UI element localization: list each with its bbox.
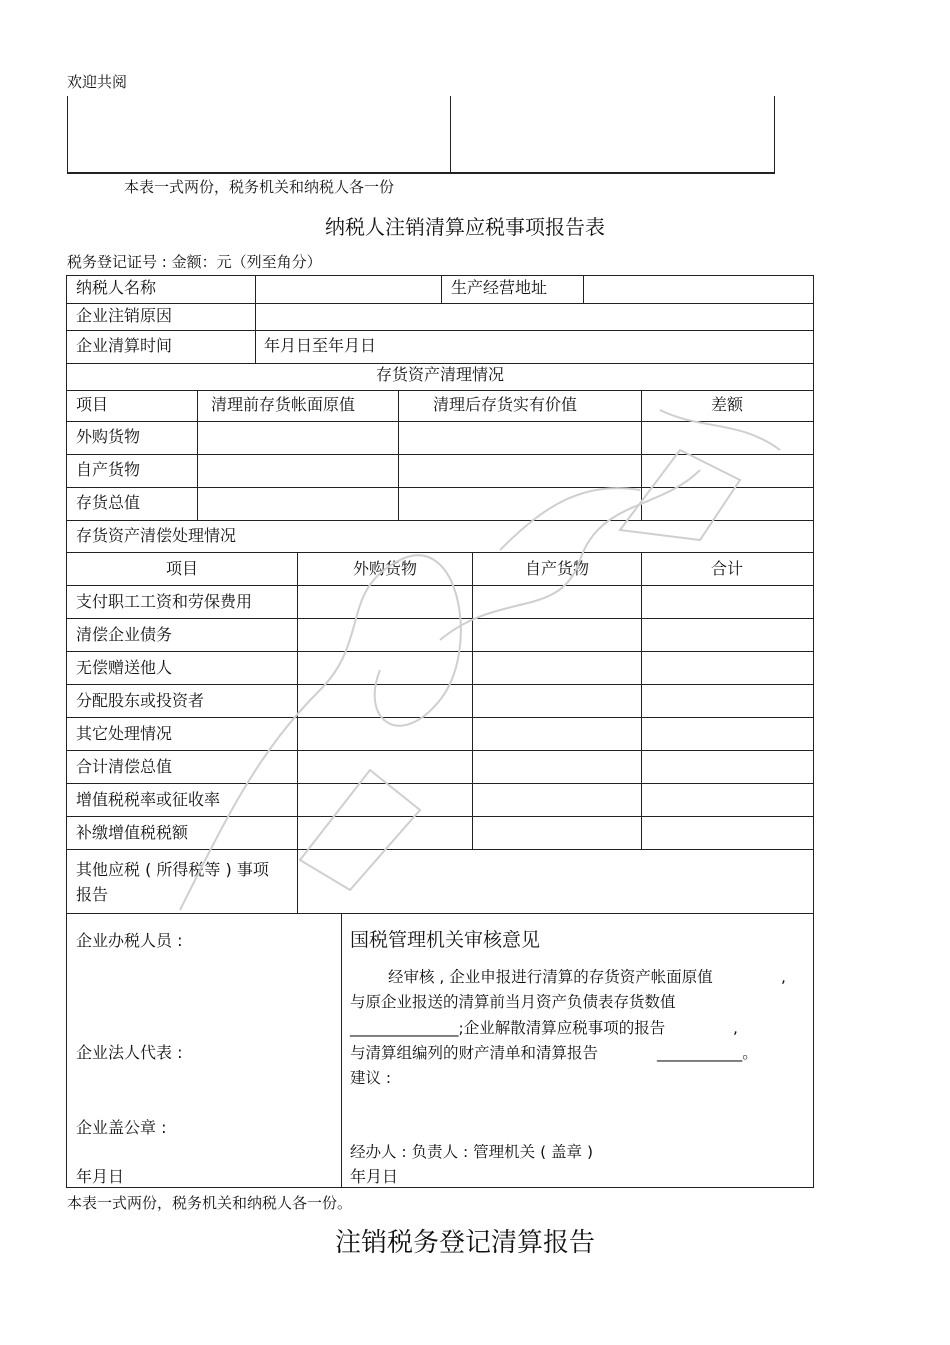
comp-row-gifts: 无偿赠送他人 — [76, 658, 173, 677]
comp-row-vat-amount: 补缴增值税税额 — [76, 823, 189, 842]
comp-row-dividends: 分配股东或投资者 — [76, 691, 205, 710]
other-tax-label-line1: 其他应税 ( 所得税等 ) 事项 — [76, 860, 269, 879]
compensation-section-title: 存货资产清偿处理情况 — [76, 526, 237, 545]
opinion-line4-tail: ___________。 — [657, 1044, 758, 1062]
opinion-line1: 经审核 , 企业申报进行清算的存货资产帐面原值 — [388, 968, 713, 986]
opinion-date: 年月日 — [350, 1167, 399, 1186]
inventory-section-title: 存货资产清理情况 — [375, 365, 504, 384]
comp-row-vat-rate: 增值税税率或征收率 — [76, 790, 221, 809]
comp-header-total: 合计 — [710, 559, 743, 578]
inventory-header-before: 清理前存货帐面原值 — [211, 395, 356, 414]
previous-table-fragment — [67, 96, 775, 174]
inventory-row-total: 存货总值 — [76, 493, 141, 512]
opinion-line1-tail: , — [781, 968, 786, 986]
reason-field[interactable] — [257, 304, 811, 329]
opinion-line4: 与清算组编列的财产清单和清算报告 — [350, 1044, 599, 1062]
company-date: 年月日 — [76, 1167, 125, 1186]
address-label: 生产经营地址 — [451, 278, 548, 297]
comp-header-purchased: 外购货物 — [352, 559, 417, 578]
page-header: 欢迎共阅 — [67, 73, 128, 91]
legal-rep-label: 企业法人代表 : — [76, 1043, 183, 1062]
taxpayer-name-field[interactable] — [257, 276, 439, 303]
table-divider — [450, 96, 451, 172]
opinion-title: 国税管理机关审核意见 — [350, 929, 541, 951]
comp-header-item: 项目 — [165, 559, 198, 578]
period-value: 年月日至年月日 — [264, 336, 377, 355]
inventory-header-after: 清理后存货实有价值 — [433, 395, 578, 414]
opinion-suggestion-label: 建议 : — [350, 1069, 392, 1087]
reason-label: 企业注销原因 — [76, 306, 173, 325]
comp-row-total: 合计清偿总值 — [76, 757, 173, 776]
opinion-line2: 与原企业报送的清算前当月资产负债表存货数值 — [350, 993, 676, 1011]
form-title: 纳税人注销清算应税事项报告表 — [325, 215, 605, 239]
opinion-line3: ______________;企业解散清算应税事项的报告 — [350, 1019, 666, 1037]
comp-row-debts: 清偿企业债务 — [76, 625, 173, 644]
report-form — [66, 275, 814, 1188]
comp-row-wages: 支付职工工资和劳保费用 — [76, 592, 253, 611]
second-title: 注销税务登记清算报告 — [334, 1228, 595, 1258]
tax-id-amount-line: 税务登记证号 : 金额：元（列至角分） — [67, 253, 322, 271]
company-seal-label: 企业盖公章 : — [76, 1118, 167, 1137]
tax-staff-label: 企业办税人员 : — [76, 931, 183, 950]
inventory-row-purchased: 外购货物 — [76, 427, 141, 446]
inventory-header-difference: 差额 — [710, 395, 743, 414]
inventory-row-selfmade: 自产货物 — [76, 460, 141, 479]
opinion-signers: 经办人 : 负责人 : 管理机关 ( 盖章 ) — [350, 1143, 594, 1161]
comp-row-other: 其它处理情况 — [76, 724, 173, 743]
copies-note: 本表一式两份，税务机关和纳税人各一份 — [124, 178, 395, 196]
inventory-header-item: 项目 — [76, 395, 109, 414]
comp-header-selfmade: 自产货物 — [524, 559, 589, 578]
opinion-line3-tail: , — [733, 1019, 738, 1037]
address-field[interactable] — [585, 276, 811, 303]
taxpayer-name-label: 纳税人名称 — [76, 278, 157, 297]
period-label: 企业清算时间 — [76, 336, 173, 355]
copies-note-bottom: 本表一式两份，税务机关和纳税人各一份。 — [67, 1194, 353, 1212]
other-tax-label-line2: 报告 — [76, 885, 109, 904]
